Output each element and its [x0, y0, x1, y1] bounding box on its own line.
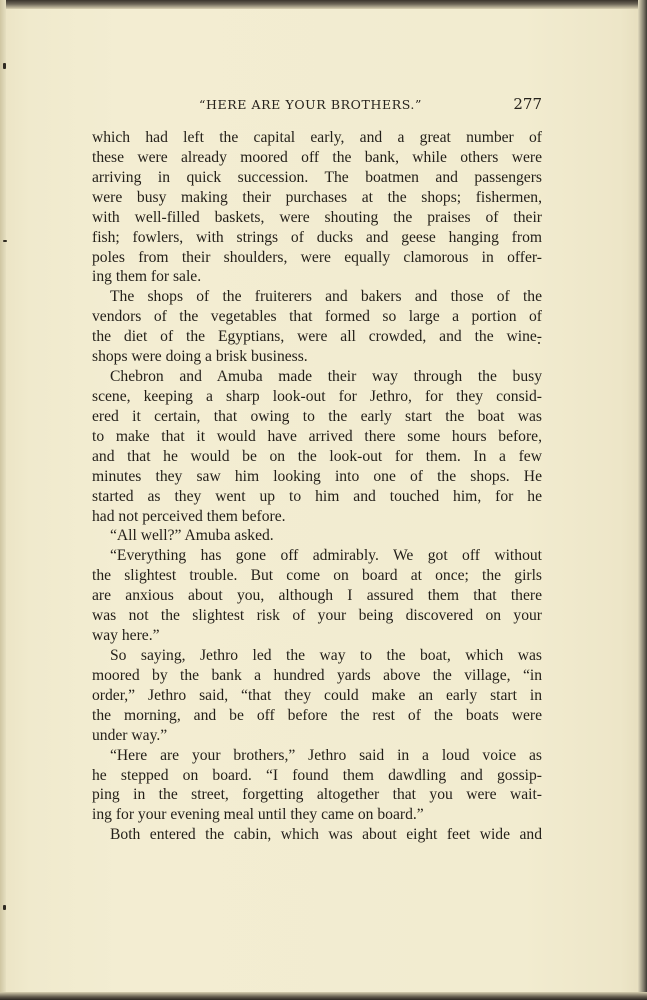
text-line: minutes they saw him looking into one of the shops. He — [92, 467, 542, 485]
body-text — [92, 128, 542, 845]
text-line: fish; fowlers, with strings of ducks and geese hanging from — [92, 228, 542, 246]
text-line: was not the slightest risk of your being discovered on your — [92, 607, 542, 625]
text-line: the morning, and be off before the rest of the boats were — [92, 706, 542, 724]
text-line: and that he would be on the look-out for them. In a few — [92, 447, 542, 465]
text-line: were busy making their purchases at the shops; fishermen, — [92, 188, 542, 206]
text-line: scene, keeping a sharp look-out for Jethro, for they consid- — [92, 387, 542, 405]
page-bottom-edge — [0, 992, 647, 1000]
text-line: poles from their shoulders, were equally clamorous in offer- — [92, 248, 542, 266]
text-line: started as they went up to him and touched him, for he — [92, 487, 542, 505]
running-title: “HERE ARE YOUR BROTHERS.” — [199, 97, 422, 112]
margin-speck — [3, 905, 6, 910]
text-line: way here.” — [92, 627, 160, 645]
text-line: Chebron and Amuba made their way through the busy — [110, 368, 542, 386]
text-line: Both entered the cabin, which was about eight feet wide and — [110, 826, 542, 844]
page-left-edge — [0, 0, 6, 1000]
text-line: The shops of the fruiterers and bakers and those of the — [110, 288, 542, 306]
text-line: ing them for sale. — [92, 268, 202, 286]
text-line: these were already moored off the bank, while others were — [92, 148, 542, 166]
text-line: shops were doing a brisk business. — [92, 348, 308, 366]
margin-speck — [3, 240, 7, 242]
text-line: “Everything has gone off admirably. We got off without — [110, 547, 542, 565]
text-line: ping in the street, forgetting altogether that you were wait- — [92, 786, 542, 804]
text-line: moored by the bank a hundred yards above the village, “in — [92, 666, 542, 684]
page-top-edge — [0, 0, 647, 9]
text-line: “Here are your brothers,” Jethro said in a loud voice as — [110, 746, 542, 764]
text-line: to make that it would have arrived there some hours before, — [92, 427, 542, 445]
text-line: ered it certain, that owing to the early start the boat was — [92, 407, 542, 425]
margin-speck — [3, 63, 6, 69]
text-line: which had left the capital early, and a great number of — [92, 129, 542, 146]
text-line: “All well?” Amuba asked. — [110, 527, 274, 545]
text-line: the slightest trouble. But come on board at once; the girls — [92, 567, 542, 585]
text-line: vendors of the vegetables that formed so large a portion of — [92, 308, 542, 326]
text-line: ing for your evening meal until they came on board.” — [92, 806, 424, 824]
text-line: he stepped on board. “I found them dawdling and gossip- — [92, 766, 542, 784]
running-head — [92, 95, 542, 117]
text-line: with well-filled baskets, were shouting the praises of their — [92, 208, 542, 226]
text-line: So saying, Jethro led the way to the boat, which was — [110, 646, 542, 664]
text-line: under way.” — [92, 726, 168, 744]
text-line: arriving in quick succession. The boatmen and passengers — [92, 168, 542, 186]
text-line: are anxious about you, although I assured them that there — [92, 587, 542, 605]
text-line: the diet of the Egyptians, were all crowded, and the wine- — [92, 328, 542, 346]
page-number: 277 — [513, 95, 542, 113]
text-line: had not perceived them before. — [92, 507, 286, 525]
text-line: order,” Jethro said, “that they could make an early start in — [92, 686, 542, 704]
page-right-edge — [638, 0, 647, 1000]
